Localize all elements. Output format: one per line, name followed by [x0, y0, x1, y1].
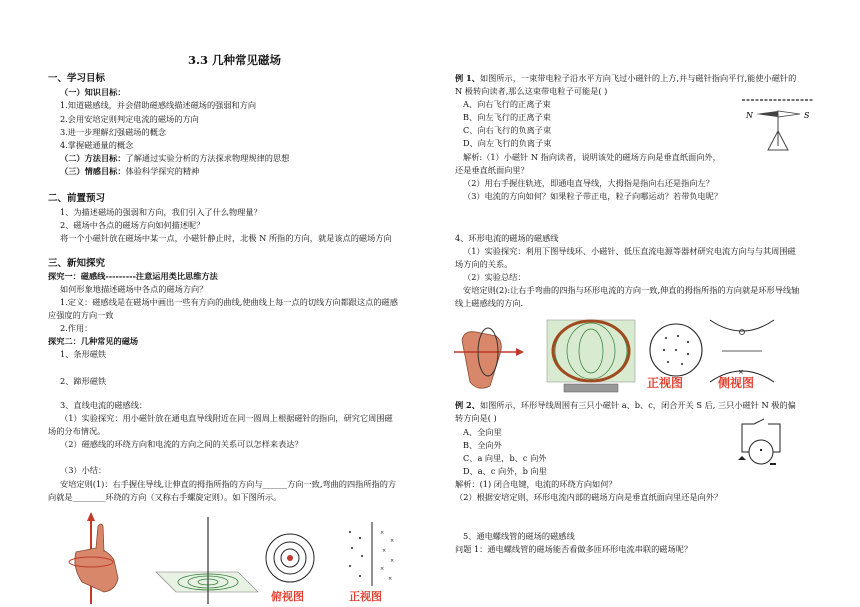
ring-side-view: [710, 320, 774, 382]
top-view-label: 俯视图: [271, 590, 304, 603]
text-line: 还是垂直纸面向里？: [455, 165, 529, 175]
option-d: D、向左飞行的负离子束: [463, 138, 552, 148]
text-line: 5、通电螺线管的磁场的磁感线: [463, 531, 575, 541]
svg-text:×: ×: [388, 576, 393, 582]
text-line: （2）实验总结：: [463, 272, 526, 282]
text-line: 1.知道磁感线，并会借助磁感线描述磁场的强弱和方向: [60, 100, 257, 110]
text-line: 将一个小磁针放在磁场中某一点，小磁针静止时，北极 N 所指的方向，就是该点的磁场方向: [60, 233, 392, 243]
front-view-label: 正视图: [349, 590, 382, 603]
text-line: 场的分布情况。: [48, 426, 106, 436]
text-line: 场方向的关系。: [455, 259, 513, 269]
text-line: （3）电流的方向如何？如果粒子带正电，粒子向哪运动？若带负电呢？: [463, 191, 723, 201]
option-a: A、向右飞行的正离子束: [463, 99, 551, 109]
option-b: B、全向外: [463, 440, 502, 450]
text-line: 解析:（1）小磁针 N 指向读者，说明该处的磁场方向是垂直纸面向外，: [463, 152, 721, 162]
side-view-label: 侧视图: [718, 376, 755, 390]
text-line: （二）方法目标：了解通过实验分析的方法探求物理规律的思想: [60, 153, 290, 163]
text-line: （2）根据安培定则，环形电流内部的磁场方向是垂直纸面向里还是向外？: [455, 492, 723, 502]
svg-text:×: ×: [382, 548, 387, 554]
subheading: （一）知识目标：: [60, 87, 126, 97]
text-line: 2.作用：: [60, 323, 93, 333]
text-line: N 极转向读者,那么这束带电粒子可能是( ): [455, 86, 608, 96]
compass-needle-figure: [738, 96, 818, 156]
subheading: 探究一：磁感线---------注意运用类比思维方法: [48, 271, 218, 281]
option-c: C、向右飞行的负离子束: [463, 125, 552, 135]
text-line: 1、条形磁铁: [60, 349, 107, 359]
option-a: A、全向里: [463, 427, 502, 437]
option-c: C、a 向里，b、c 向外: [463, 453, 547, 463]
option-b: B、向左飞行的正离子束: [463, 112, 551, 122]
text-line: 转方向是( ): [455, 413, 497, 423]
field-plane-illustration: [156, 517, 258, 604]
text-line: （2）磁感线的环绕方向和电流的方向之间的关系可以怎样来表达？: [60, 439, 303, 449]
text-line: 2、磁场中各点的磁场方向如何描述呢？: [60, 220, 205, 230]
subheading: 探究二：几种常见的磁场: [48, 336, 139, 346]
text-line: 2.会用安培定则判定电流的磁场的方向: [60, 114, 199, 124]
text-line: 解析：(1) 闭合电键，电流的环绕方向如何？: [455, 479, 617, 489]
text-line: 2、蹄形磁铁: [60, 376, 107, 386]
section-heading: 三、新知探究: [48, 258, 106, 269]
ring-field-illustration: [547, 320, 635, 392]
ring-circuit-figure: [736, 416, 786, 468]
text-line: （三）情感目标：体验科学探究的精神: [60, 166, 200, 176]
text-line: 4、环形电流的磁场的磁感线: [455, 233, 559, 243]
example-2-text: 例 2、如图所示，环形导线周围有三只小磁针 a、b、c，闭合开关 S 后, 三只小磁针 N 极的偏: [455, 400, 796, 410]
text-line: 3.进一步理解幻强磁场的概念: [60, 127, 167, 137]
text-line: （2）用右手握住轨迹，即通电直导线，大拇指是指向右还是指向左？: [463, 178, 714, 188]
straight-current-figures: [68, 512, 398, 607]
page-title: 3.3 几种常见磁场: [188, 53, 282, 67]
text-line: 向就是________环绕的方向（又称右手螺旋定则）。如下图所示。: [48, 492, 282, 502]
text-line: 1、为描述磁场的强弱和方向，我们引入了什么物理量？: [60, 207, 262, 217]
text-line: （1）实验探究：用小磁针放在通电直导线附近在同一圆周上根据磁针的指向，研究它周围磁: [60, 413, 393, 423]
svg-text:×: ×: [390, 558, 395, 564]
text-line: 线上磁感线的方向.: [455, 298, 524, 308]
ring-front-view: [650, 324, 702, 376]
front-view-label: 正视图: [647, 376, 684, 390]
section-heading: 二、前置预习: [48, 193, 106, 204]
text-line: 1.定义：磁感线是在磁场中画出一些有方向的曲线,使曲线上每一点的切线方向都跟这点的磁感: [60, 297, 398, 307]
right-hand-illustration: [69, 512, 118, 604]
text-line: 如何形象地描述磁场中各点的磁场方向？: [60, 284, 208, 294]
text-line: 应强度的方向一致: [48, 310, 114, 320]
svg-text:×: ×: [380, 530, 385, 536]
text-line: 3、直线电流的磁感线：: [60, 400, 148, 410]
text-line: 4.掌握磁通量的概念: [60, 140, 134, 150]
example-1-text: 例 1、如图所示，一束带电粒子沿水平方向飞过小磁针的上方,并与磁针指向平行,能使小磁针的: [455, 73, 797, 83]
needle-s-label: S: [804, 111, 810, 120]
right-hand-ring-illustration: [454, 328, 524, 388]
text-line: 安培定则(2):让右手弯曲的四指与环形电流的方向一致,伸直的拇指所指的方向就是环形导线轴: [463, 285, 800, 295]
front-view-pattern: [349, 522, 394, 586]
svg-text:×: ×: [380, 566, 385, 572]
top-view-circles: [266, 534, 314, 582]
text-line: （1）实验探究：利用下图导线环、小磁针、低压直流电源等器材研究电流方向与与其周围磁: [463, 246, 796, 256]
text-line: 安培定则(1)：右手握住导线,让伸直的拇指所指的方向与______方向一致,弯曲的四指所指的方: [60, 479, 397, 489]
text-line: （3）小结：: [60, 465, 107, 475]
text-line: 问题 1：通电螺线管的磁场能否看做多匝环形电流串联的磁场呢？: [455, 544, 693, 554]
svg-text:×: ×: [390, 538, 395, 544]
option-d: D、a、c 向外，b 向里: [463, 466, 547, 476]
svg-text:×: ×: [738, 368, 744, 376]
needle-n-label: N: [746, 111, 753, 120]
section-heading: 一、学习目标: [48, 73, 106, 84]
